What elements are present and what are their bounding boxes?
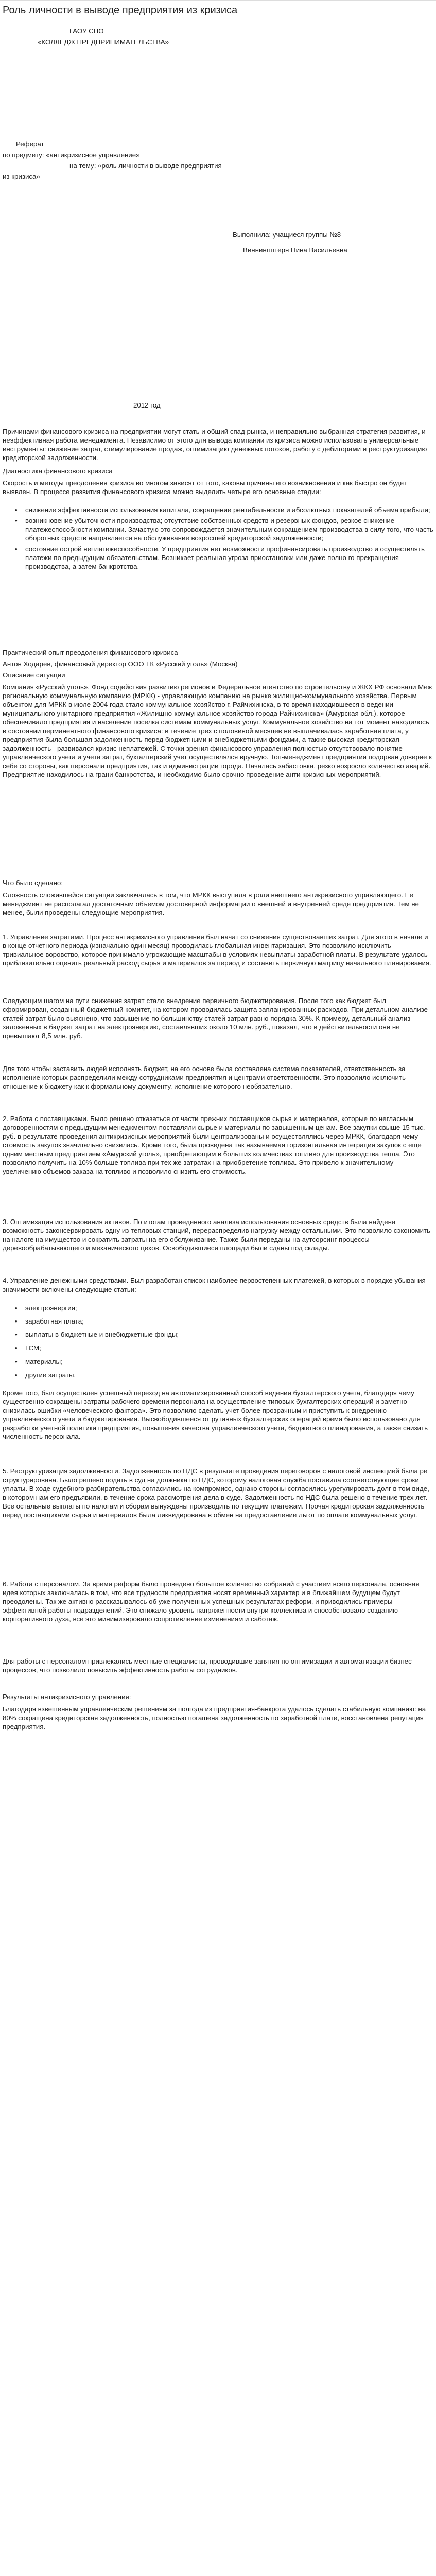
bullet-icon: • (15, 1331, 18, 1338)
bullet-icon: • (15, 506, 18, 514)
intro-paragraph: Причинами финансового кризиса на предприятии могут стать и общий спад рынка, и неправильно выбранная стратегия развития, и неэффективная работа менеджмента. Независимо от этого для вывода компании из кризиса можно использовать универсальные инструменты: снижение затрат, стимулирование продаж, оптимизацию денежных потоков, работу с дебиторами и реструктуризацию кредиторской задолженности. (3, 428, 427, 462)
bullet-icon: • (15, 545, 18, 553)
bullet-icon: • (15, 517, 18, 524)
bullet-icon: • (15, 1317, 18, 1325)
bullet-icon: • (15, 1344, 18, 1352)
top-divider (0, 0, 436, 1)
situation-paragraph: Компания «Русский уголь», Фонд содействия развитию регионов и Федеральное агентство по строительству и ЖКХ РФ основали Меж региональную коммунальную компанию (МРКК) - управляющую компанию на рынке жилищно-коммунального хозяйства. Первым объектом для МРКК в июле 2004 года стало коммунальное хозяйство г. Райчихинска, в то время находившееся в ведении муниципального унитарного предприятия «Жилищно-коммунальное хозяйство города Райчихинска» (Амурская обл.), которое обеспечивало предприятия и население поселка системам коммунальных услуг. Коммунальное хозяйство на тот момент находилось в состоянии перманентного финансового кризиса: в течение трех с половиной месяцев не выплачивалась заработная плата, у предприятия была большая задолженность перед бюджетными и внебюджетными фондами, а также высокая кредиторская задолженность - развивался кризис неплатежей. С точки зрения финансового управления полностью отсутствовало понятие управленческого учета и учета затрат, бухгалтерский учет осуществлялся вручную. Топ-менеджмент предприятия подорван доверие к себе со стороны, как персонала предприятия, так и администрации города. Началась забастовка, резко возросло количество аварий. Предприятие находилось на грани банкротства, и необходимо было срочно проведение анти кризисных мероприятий. (3, 683, 432, 778)
year-line: 2012 год (133, 401, 161, 409)
section-heading-practice: Практический опыт преодоления финансового кризиса (3, 649, 178, 656)
list-item: • состояние острой неплатежеспособности. У предприятия нет возможности профинансировать производство и осуществлять платежи по предыдущим обязательствам. Возникает реальная угроза приостановки или даже полно го прекращения производства, а затем банкротства. (15, 545, 425, 570)
item1b-paragraph: Следующим шагом на пути снижения затрат стало внедрение первичного бюджетирования. После того как бюджет был сформирован, созданный бюджетный комитет, на котором проводилась защита запланированных расходов. При детальном анализе статей затрат было выяснено, что завышение по большинству статей затрат равно порядка 30%. К примеру, детальный анализ заложенных в бюджет затрат на электроэнергию, составлявших около 10 млн. руб., показал, что в действительности они не превышают 8,5 млн. руб. (3, 997, 428, 1040)
item6b-paragraph: Для работы с персоналом привлекались местные специалисты, проводившие занятия по оптимизации и автоматизации бизнес-процессов, что позволило повысить эффективность работы сотрудников. (3, 1657, 414, 1674)
author-line-1: Выполнила: учащиеся группы №8 (233, 231, 341, 239)
list-item: • материалы; (15, 1358, 63, 1365)
item4-paragraph: 4. Управление денежными средствами. Был разработан список наиболее первостепенных платежей, в которых в порядке убывания значимости включены следующие статьи: (3, 1277, 426, 1293)
list-item: • ГСМ; (15, 1344, 41, 1352)
item5-paragraph: 5. Реструктуризация задолженности. Задолженность по НДС в результате проведения переговоров с налоговой инспекцией была ре структурирована. Было решено подать в суд на должника по НДС, которому налоговая служба поставила соответствующие сроки уплаты. В ходе судебного разбирательства согласились на компромисс, однако стороны согласились урегулировать долг в том виде, в котором нам его предъявили, в течение срока рассмотрения дела в суде. Задолженность по НДС была решено в течение трех лет. Все остальные выплаты по налогам и сборам вынуждены производить по текущим платежам. Прочая кредиторская задолженность перед поставщиками сырья и материалов была ликвидирована в обмен на предоставление льгот по оплате коммунальных услуг. (3, 1467, 429, 1519)
subject-line: по предмету: «антикризисное управление» (3, 151, 140, 159)
list-item: • другие затраты. (15, 1371, 76, 1379)
section-heading-done: Что было сделано: (3, 879, 63, 887)
item2-paragraph: 2. Работа с поставщиками. Было решено отказаться от части прежних поставщиков сырья и материалов, которые по негласным договоренностям с предыдущим менеджментом поставляли сырье и материалы по завышенным ценам. Все закупки свыше 15 тыс. руб. в результате проведения антикризисных мероприятий были централизованы и осуществлялись через МРКК, благодаря чему стоимость закупок значительно снизилась. Кроме того, была проведена так называемая горизонтальная интеграция закупок с еще одним местным предприятием «Амурский уголь», приобретающим в больших количествах топливо для производства тепла. Это позволило получить на 10% больше топлива при тех же затратах на приобретение топлива. Это привело к значительному увеличению объемов заказа на топливо и позволило снизить его стоимость. (3, 1115, 425, 1175)
topic-line-2: из кризиса» (3, 173, 40, 180)
org-line-1: ГАОУ СПО (69, 27, 104, 35)
item1c-paragraph: Для того чтобы заставить людей исполнять бюджет, на его основе была составлена система показателей, ответственность за исполнение которых распределили между сотрудниками предприятия и центрами ответственности. Это позволило исключить отношение к бюджету как к формальному документу, исполнение которого необязательно. (3, 1065, 406, 1090)
section-heading-results: Результаты антикризисного управления: (3, 1693, 131, 1701)
item6-paragraph: 6. Работа с персоналом. За время реформ было проведено большое количество собраний с участием всего персонала, основная идея которых заключалась в том, что все трудности предприятия носят временный характер и в ближайшем будущем будут преодолены. Так же активно рассказывалось об уже полученных успешных результатах реформ, и приводились примеры эффективной работы подразделений. Это снижало уровень напряженности внутри коллектива и способствовало созданию корпоративного духа, все это минимизировало сопротивление изменениям и саботаж. (3, 1580, 420, 1623)
payments-list (3, 1303, 436, 1379)
diagnostics-paragraph: Скорость и методы преодоления кризиса во многом зависят от того, каковы причины его возникновения и как быстро он будет выявлен. В процессе развития финансового кризиса можно выделить четыре его основные стадии: (3, 479, 407, 496)
bullet-icon: • (15, 1371, 18, 1379)
list-item: • электроэнергия; (15, 1304, 77, 1312)
section-heading-situation: Описание ситуации (3, 671, 65, 679)
bullet-icon: • (15, 1358, 18, 1365)
list-item: • возникновение убыточности производства; отсутствие собственных средств и резервных фондов, резкое снижение платежеспособности компании. Зачастую это сопровождается значительным сокращением производства в силу того, что часть оборотных средств направляется на обслуживание возросшей кредиторской задолженности; (15, 517, 433, 542)
results-paragraph: Благодаря взвешенным управленческим решениям за полгода из предприятия-банкрота удалось сделать стабильную компанию: на 80% сокращена кредиторская задолженность, полностью погашена задолженность по заработной плате, восстановлена репутация предприятия. (3, 1705, 426, 1731)
essay-label: Реферат (16, 140, 44, 148)
topic-line-1: на тему: «роль личности в выводе предприятия (69, 162, 222, 170)
item4b-paragraph: Кроме того, был осуществлен успешный переход на автоматизированный способ ведения бухгалтерского учета, благодаря чему существенно сокращены затраты рабочего времени персонала на осуществление типовых бухгалтерских операций и заметно снизилась ошибки «человеческого фактора». Это позволило сделать учет более прозрачным и приступить к внедрению управленческого учета и бюджетирования. Высвободившееся от рутинных бухгалтерских операций время было использовано для разработки учетной политики предприятия, повышения качества управленческого учета, бюджетного планирования, а также снизить численность персонала. (3, 1389, 428, 1440)
bullet-icon: • (15, 1304, 18, 1312)
done-intro-paragraph: Сложность сложившейся ситуации заключалась в том, что МРКК выступала в роли внешнего антикризисного управляющего. Ее менеджмент не располагал достаточным объемом достоверной информации о внешней и внутренней среде предприятия. Тем не менее, были проведены следующие мероприятия. (3, 891, 419, 917)
document-title: Роль личности в выводе предприятия из кризиса (3, 5, 238, 16)
author-line: Антон Ходарев, финансовый директор ООО ТК «Русский уголь» (Москва) (3, 660, 238, 668)
list-item: • заработная плата; (15, 1317, 84, 1325)
stages-list (3, 505, 436, 571)
list-item: • снижение эффективности использования капитала, сокращение рентабельности и абсолютных показателей объема прибыли; (15, 506, 430, 514)
author-line-2: Виннингштерн Нина Васильевна (243, 246, 347, 254)
section-heading-diagnostics: Диагностика финансового кризиса (3, 467, 113, 475)
item1-paragraph: 1. Управление затратами. Процесс антикризисного управления был начат со снижения существовавших затрат. Для этого в начале и в конце отчетного периода (изначально один месяц) проводилась глобальная инвентаризация. Это позволило исключить тривиальное воровство, которое принимало угрожающие масштабы в условиях невыплаты заработной платы. В результате удалось приблизительно оценить реальный расход сырья и материалов за период и составить первичную матрицу начального планирования. (3, 933, 431, 967)
item3-paragraph: 3. Оптимизация использования активов. По итогам проведенного анализа использования основных средств была найдена возможность законсервировать одну из тепловых станций, перераспределив нагрузку между остальными. Это позволило сэкономить на налоге на имущество и сократить затраты на его обслуживание. Также были переданы на аутсорсинг процессы деревообрабатывающего и механического цехов. Освободившиеся площади были сданы под склады. (3, 1218, 431, 1252)
list-item: • выплаты в бюджетные и внебюджетные фонды; (15, 1331, 179, 1338)
org-line-2: «КОЛЛЕДЖ ПРЕДПРИНИМАТЕЛЬСТВА» (38, 38, 169, 46)
